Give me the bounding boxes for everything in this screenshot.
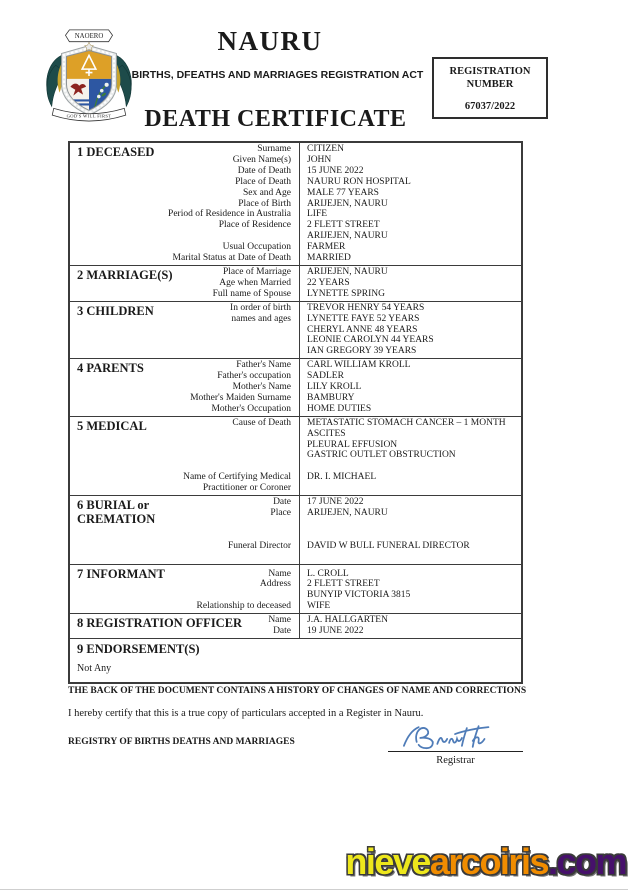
- field-row: [70, 483, 521, 494]
- field-label: Mother's Occupation: [211, 403, 291, 414]
- section-title: 5 MEDICAL: [77, 418, 147, 433]
- field-row: [70, 541, 521, 552]
- field-label: Cause of Death: [232, 417, 291, 428]
- field-label: Name: [268, 615, 291, 626]
- field-value: JOHN: [307, 154, 332, 165]
- watermark-part-2: arcoiris: [429, 841, 548, 882]
- section-title: 7 INFORMANT: [77, 566, 165, 581]
- field-label: Date: [273, 497, 291, 508]
- section-title: 6 BURIAL or CREMATION: [77, 498, 156, 527]
- field-label: Name: [268, 568, 291, 579]
- field-label: Given Name(s): [232, 154, 291, 165]
- field-label: Practitioner or Coroner: [202, 483, 291, 494]
- field-label: [70, 440, 299, 451]
- field-value: IAN GREGORY 39 YEARS: [307, 346, 417, 357]
- spacer-line: [70, 552, 521, 563]
- field-label: Full name of Spouse: [212, 288, 291, 299]
- registration-label: REGISTRATION NUMBER: [449, 66, 531, 90]
- field-label: Age when Married: [219, 277, 291, 288]
- section-title: 4 PARENTS: [77, 361, 144, 376]
- field-value: 15 JUNE 2022: [307, 165, 364, 176]
- field-value: MALE 77 YEARS: [307, 187, 379, 198]
- field-value: ASCITES: [307, 428, 346, 439]
- field-value: LEONIE CAROLYN 44 YEARS: [307, 335, 434, 346]
- field-value: ARIJEJEN, NAURU: [307, 508, 388, 518]
- field-label: Funeral Director: [227, 540, 291, 551]
- field-row: [70, 188, 521, 199]
- field-value: SADLER: [307, 371, 344, 382]
- field-value: MARRIED: [307, 253, 351, 264]
- field-label: Period of Residence in Australia: [168, 209, 291, 220]
- section-9: [70, 638, 521, 682]
- section-6: [70, 495, 521, 563]
- emblem-top-banner: [65, 30, 112, 42]
- registrar-signature: [398, 719, 516, 753]
- field-value: FARMER: [307, 242, 346, 253]
- registrar-label: Registrar: [436, 755, 475, 766]
- field-value: 19 JUNE 2022: [307, 626, 364, 637]
- field-label: Place of Residence: [218, 220, 291, 231]
- field-label: Mother's Name: [232, 382, 291, 393]
- field-value: [299, 483, 521, 494]
- field-row: [70, 289, 521, 300]
- field-value: 2 FLETT STREET: [307, 579, 380, 590]
- field-row: [70, 404, 521, 415]
- field-row: [70, 590, 521, 601]
- field-row: [70, 346, 521, 357]
- field-label: Surname: [257, 144, 291, 154]
- field-value: HOME DUTIES: [307, 403, 372, 414]
- field-label: Marital Status at Date of Death: [172, 253, 291, 264]
- section-8: [70, 613, 521, 638]
- field-row: [70, 325, 521, 336]
- field-row: [70, 440, 521, 451]
- certificate-table: [68, 141, 523, 684]
- field-label: [70, 335, 299, 346]
- field-label: Sex and Age: [242, 187, 291, 198]
- certificate-title: DEATH CERTIFICATE: [144, 106, 407, 132]
- field-row: [70, 382, 521, 393]
- field-label: Date: [273, 626, 291, 637]
- field-value: DAVID W BULL FUNERAL DIRECTOR: [307, 540, 470, 551]
- field-label: Mother's Maiden Surname: [190, 392, 291, 403]
- field-row: [70, 209, 521, 220]
- field-value: LYNETTE FAYE 52 YEARS: [307, 313, 420, 324]
- field-label: [70, 346, 299, 357]
- section-5: [70, 416, 521, 495]
- watermark: [345, 841, 626, 883]
- watermark-part-3: .com: [547, 841, 626, 882]
- field-value: GASTRIC OUTLET OBSTRUCTION: [307, 450, 456, 461]
- field-row: [70, 601, 521, 612]
- section-title: 1 DECEASED: [77, 145, 155, 159]
- field-label: In order of birth: [230, 302, 291, 313]
- field-value: LIFE: [307, 209, 328, 220]
- section-7: [70, 564, 521, 614]
- field-value: ARIJEJEN, NAURU: [307, 231, 388, 242]
- field-label: Place of Marriage: [222, 266, 291, 277]
- field-row: [70, 579, 521, 590]
- field-row: [70, 231, 521, 242]
- field-row: [70, 242, 521, 253]
- field-label: Name of Certifying Medical: [183, 472, 291, 483]
- field-label: [70, 590, 299, 601]
- back-note: THE BACK OF THE DOCUMENT CONTAINS A HISTORY OF CHANGES OF NAME AND CORRECTIONS: [68, 686, 527, 696]
- section-title: 8 REGISTRATION OFFICER: [77, 616, 243, 631]
- field-value: PLEURAL EFFUSION: [307, 439, 398, 450]
- field-label: [70, 325, 299, 336]
- section-2: [70, 265, 521, 301]
- field-value: BAMBURY: [307, 392, 355, 403]
- field-value: J.A. HALLGARTEN: [307, 615, 388, 626]
- section-title: 3 CHILDREN: [77, 303, 154, 318]
- registration-number: 67037/2022: [464, 101, 516, 112]
- section-3: [70, 301, 521, 359]
- field-label: Father's occupation: [217, 371, 291, 382]
- field-value: ARIJEJEN, NAURU: [307, 198, 388, 209]
- field-value: 22 YEARS: [307, 277, 350, 288]
- field-value: WIFE: [307, 601, 331, 612]
- field-row: [70, 335, 521, 346]
- spacer-line: [70, 461, 521, 472]
- field-value: 2 FLETT STREET: [307, 220, 380, 231]
- field-row: [70, 253, 521, 264]
- section-1: [70, 143, 521, 265]
- field-label: Relationship to deceased: [196, 601, 291, 612]
- motto-bottom: GOD'S WILL FIRST: [66, 113, 112, 119]
- field-value: CITIZEN: [307, 144, 344, 154]
- field-label: [70, 231, 299, 242]
- section-title: 2 MARRIAGE(S): [77, 267, 173, 282]
- field-label: Place of Birth: [238, 198, 291, 209]
- field-row: [70, 199, 521, 210]
- section-title: 9 ENDORSEMENT(S): [77, 641, 200, 656]
- field-value: TREVOR HENRY 54 YEARS: [307, 302, 425, 313]
- field-label: Usual Occupation: [222, 242, 291, 253]
- field-label: Place: [270, 508, 291, 518]
- field-row: [70, 393, 521, 404]
- field-value: LYNETTE SPRING: [307, 288, 385, 299]
- country-title: NAURU: [217, 26, 323, 56]
- field-value: METASTATIC STOMACH CANCER – 1 MONTH: [307, 417, 506, 428]
- field-value: NAURU RON HOSPITAL: [307, 176, 411, 187]
- field-row: [70, 220, 521, 231]
- field-value: CHERYL ANNE 48 YEARS: [307, 324, 418, 335]
- section-4: [70, 358, 521, 416]
- field-row: [70, 166, 521, 177]
- field-label: names and ages: [231, 313, 291, 324]
- motto-top: NAOERO: [74, 33, 104, 41]
- page-bottom-edge: [0, 889, 628, 890]
- field-label: Father's Name: [236, 360, 291, 371]
- field-value: CARL WILLIAM KROLL: [307, 360, 411, 371]
- spacer-line: [70, 530, 521, 541]
- act-title: BIRTHS, DFEATHS AND MARRIAGES REGISTRATION ACT: [131, 69, 424, 81]
- field-value: ARIJEJEN, NAURU: [307, 266, 388, 277]
- field-label: [70, 450, 299, 461]
- field-value: DR. I. MICHAEL: [307, 472, 377, 483]
- field-row: [70, 177, 521, 188]
- field-label: Date of Death: [237, 165, 291, 176]
- field-label: Address: [259, 579, 291, 590]
- certify-note: I hereby certify that this is a true copy of particulars accepted in a Register in Nauru.: [68, 708, 424, 719]
- signature-line: [388, 751, 523, 752]
- section-body: Not Any: [77, 662, 112, 674]
- field-value: L. CROLL: [307, 568, 349, 579]
- registration-box: [432, 57, 548, 119]
- field-value: 17 JUNE 2022: [307, 497, 364, 508]
- field-label: Place of Death: [235, 176, 291, 187]
- watermark-part-1: nieve: [345, 841, 430, 882]
- field-value: LILY KROLL: [307, 382, 362, 393]
- field-row: [70, 450, 521, 461]
- field-row: [70, 472, 521, 483]
- registry-title: REGISTRY OF BIRTHS DEATHS AND MARRIAGES: [68, 737, 295, 747]
- field-value: BUNYIP VICTORIA 3815: [307, 590, 411, 601]
